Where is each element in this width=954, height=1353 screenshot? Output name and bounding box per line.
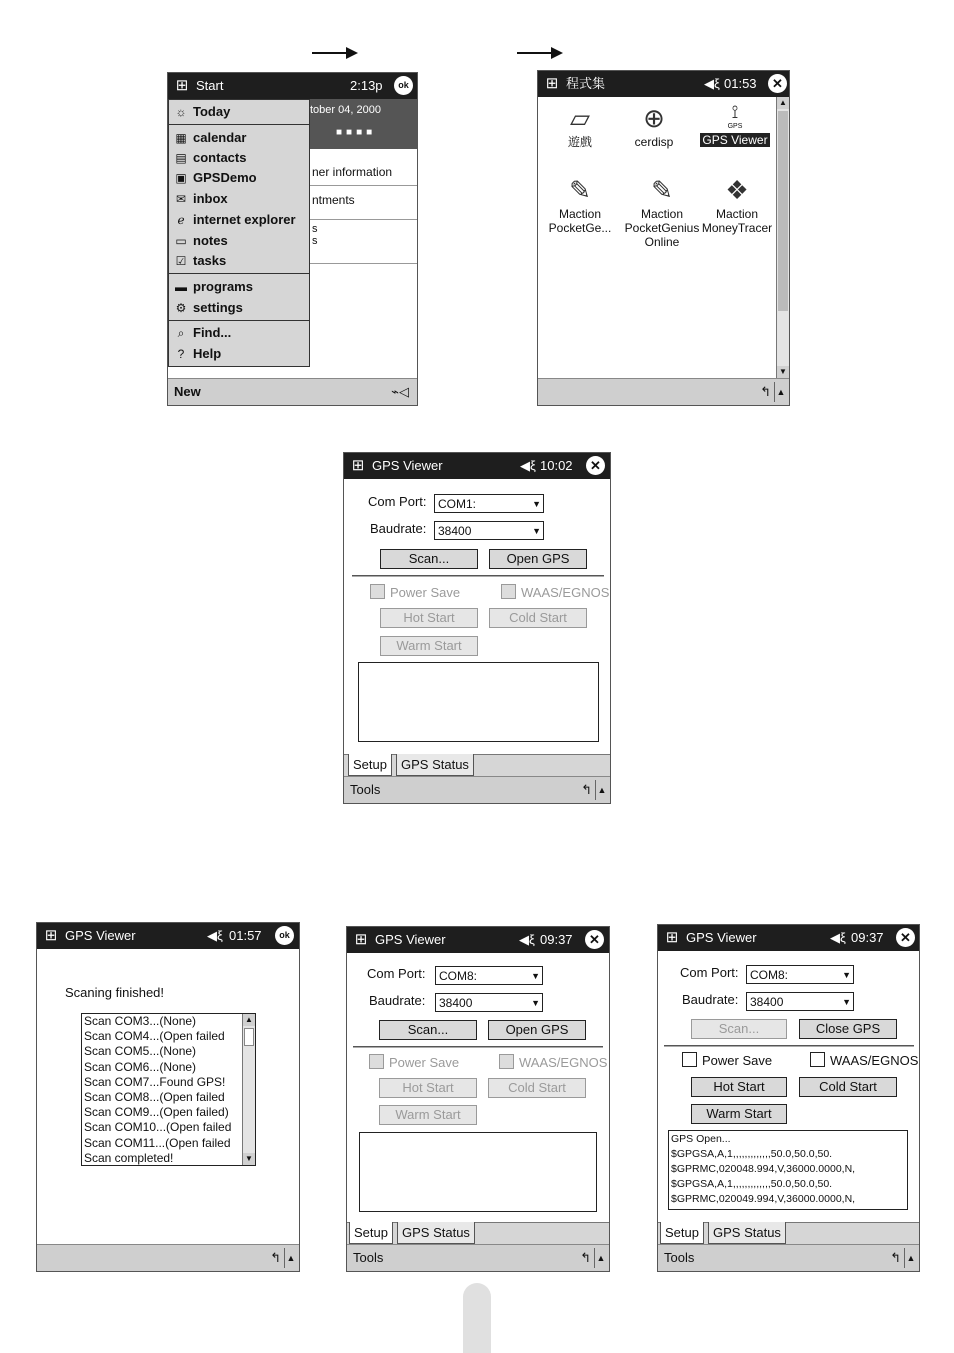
log-line: $GPRMC,020048.994,V,36000.0000,N, <box>671 1163 856 1175</box>
today-icon: ☼ <box>175 105 187 119</box>
com-port-label: Com Port: <box>367 966 426 981</box>
waas-egnos-checkbox[interactable]: WAAS/EGNOS <box>499 1054 607 1070</box>
open-gps-button[interactable]: Open GPS <box>488 1020 586 1040</box>
menu-item-settings[interactable]: ⚙ settings <box>173 298 243 317</box>
scan-status-text: Scaning finished! <box>65 985 165 1000</box>
menu-item-help[interactable]: ? Help <box>173 344 221 363</box>
clock[interactable]: 01:57 <box>229 928 262 943</box>
com-port-label: Com Port: <box>368 494 427 509</box>
scan-results-list[interactable] <box>81 1013 256 1166</box>
window-title[interactable]: 程式集 <box>566 76 606 91</box>
close-button[interactable]: ✕ <box>585 930 604 949</box>
window-title[interactable]: GPS Viewer <box>65 928 136 943</box>
menu-item-notes[interactable]: ▭ notes <box>173 231 228 250</box>
calendar-icon: ▦ <box>175 131 187 145</box>
title-bar <box>37 923 299 949</box>
keyboard-icon[interactable]: ↰ <box>890 1250 901 1265</box>
log-line: GPS Open... <box>671 1133 731 1145</box>
menu-item-internet-explorer[interactable]: ℯ internet explorer <box>173 210 296 229</box>
ok-button[interactable]: ok <box>275 926 294 945</box>
title-bar <box>344 453 610 479</box>
com-port-select[interactable]: COM8: ▼ <box>746 965 854 984</box>
close-button[interactable]: ✕ <box>586 456 605 475</box>
scan-button[interactable]: Scan... <box>380 549 478 569</box>
gps-log-textbox[interactable] <box>668 1130 908 1210</box>
waas-egnos-checkbox[interactable]: WAAS/EGNOS <box>501 584 609 600</box>
chevron-down-icon: ▼ <box>531 998 540 1008</box>
keyboard-icon[interactable]: ↰ <box>581 782 592 797</box>
cold-start-button[interactable]: Cold Start <box>799 1077 897 1097</box>
vertical-scrollbar[interactable] <box>776 97 789 378</box>
scan-button[interactable]: Scan... <box>379 1020 477 1040</box>
find-icon: ⌕ <box>177 326 185 340</box>
com-port-select[interactable]: COM8: ▼ <box>435 966 543 985</box>
arrow-2 <box>517 52 561 54</box>
log-textbox[interactable] <box>358 662 599 742</box>
windows-flag-icon[interactable]: ⊞ <box>175 77 189 94</box>
app-pocketgenius-online[interactable]: ✎ Maction PocketGenius Online <box>622 173 702 249</box>
tray-icons[interactable]: ⌁◁ <box>391 384 409 399</box>
menu-item-inbox[interactable]: ✉ inbox <box>173 189 228 208</box>
menu-item-contacts[interactable]: ▤ contacts <box>173 148 246 167</box>
list-scrollbar[interactable] <box>242 1014 255 1165</box>
globe-icon: ⊕ <box>643 103 665 133</box>
chevron-down-icon: ▼ <box>532 526 541 536</box>
com-port-label: Com Port: <box>680 965 739 980</box>
chevron-down-icon: ▼ <box>842 997 851 1007</box>
power-save-checkbox[interactable]: Power Save <box>369 1054 459 1070</box>
internet-explorer-icon: ℯ <box>177 213 185 227</box>
log-line: $GPRMC,020049.994,V,36000.0000,N, <box>671 1193 856 1205</box>
screen-gps-viewer-com8 <box>346 926 610 1272</box>
keyboard-icon[interactable]: ↰ <box>760 384 771 399</box>
tab-strip <box>344 754 610 777</box>
baudrate-select[interactable]: 38400 ▼ <box>435 993 543 1012</box>
screen-programs <box>537 70 790 406</box>
contacts-icon: ▤ <box>175 151 187 165</box>
screen-gps-viewer-open <box>657 924 920 1272</box>
menu-item-find[interactable]: ⌕ Find... <box>173 323 231 342</box>
app-cerdisp[interactable]: ⊕ cerdisp <box>624 101 684 149</box>
tools-menu[interactable]: Tools <box>353 1250 384 1265</box>
satellite-icon: ⟟ <box>731 102 739 122</box>
today-date-banner <box>308 99 417 149</box>
screen-gps-viewer-initial <box>343 452 611 804</box>
menu-item-gpsdemo[interactable]: ▣ GPSDemo <box>173 168 257 187</box>
start-menu <box>168 99 310 367</box>
window-title[interactable]: GPS Viewer <box>686 930 757 945</box>
speaker-icon[interactable]: ◀ξ <box>704 76 720 91</box>
title-bar <box>658 925 919 951</box>
command-bar <box>37 1244 299 1271</box>
command-bar <box>168 378 417 405</box>
windows-flag-icon[interactable]: ⊞ <box>545 75 559 92</box>
sip-arrow-icon[interactable]: ▲ <box>595 780 608 800</box>
warm-start-button[interactable]: Warm Start <box>379 1105 477 1125</box>
title-bar <box>168 73 417 99</box>
scroll-thumb[interactable] <box>778 111 788 311</box>
baudrate-select[interactable]: 38400 ▼ <box>746 992 854 1011</box>
programs-icon: ▬ <box>175 280 187 294</box>
clock[interactable]: 09:37 <box>540 932 573 947</box>
sip-arrow-icon[interactable]: ▲ <box>904 1248 917 1268</box>
menu-item-tasks[interactable]: ☑ tasks <box>173 251 226 270</box>
appointments-text[interactable]: ntments <box>312 193 355 207</box>
tools-menu[interactable]: Tools <box>664 1250 695 1265</box>
clock[interactable]: 10:02 <box>540 458 573 473</box>
baudrate-label: Baudrate: <box>682 992 739 1007</box>
command-bar <box>538 378 789 405</box>
command-bar <box>347 1244 609 1271</box>
tab-setup[interactable]: Setup <box>349 1222 393 1244</box>
menu-item-calendar[interactable]: ▦ calendar <box>173 128 246 147</box>
list-item: Scan COM7...Found GPS! <box>84 1074 226 1089</box>
cold-start-button[interactable]: Cold Start <box>489 608 587 628</box>
warm-start-button[interactable]: Warm Start <box>691 1104 787 1124</box>
scroll-thumb[interactable] <box>244 1028 254 1046</box>
list-item: Scan COM11...(Open failed <box>84 1135 231 1150</box>
folder-icon: ▱ <box>570 103 590 133</box>
clock[interactable]: 2:13p <box>350 78 383 93</box>
chevron-down-icon: ▼ <box>842 970 851 980</box>
tab-strip <box>347 1222 609 1245</box>
windows-flag-icon[interactable]: ⊞ <box>354 931 368 948</box>
gpsdemo-icon: ▣ <box>175 171 187 185</box>
speaker-icon[interactable]: ◀ξ <box>207 928 223 943</box>
start-title[interactable]: Start <box>196 78 224 93</box>
tab-setup[interactable]: Setup <box>660 1222 704 1244</box>
windows-flag-icon[interactable]: ⊞ <box>351 457 365 474</box>
com-port-select[interactable]: COM1: ▼ <box>434 494 544 513</box>
ok-button[interactable]: ok <box>394 76 413 95</box>
tools-menu[interactable]: Tools <box>350 782 381 797</box>
today-fragment: s s <box>312 223 318 247</box>
notepad-icon: ✎ <box>569 175 591 205</box>
list-item: Scan COM8...(Open failed <box>84 1090 225 1105</box>
cold-start-button[interactable]: Cold Start <box>488 1078 586 1098</box>
title-bar <box>538 71 789 97</box>
clock[interactable]: 09:37 <box>851 930 884 945</box>
arrow-1 <box>312 52 356 54</box>
close-button[interactable]: ✕ <box>896 928 915 947</box>
tasks-icon: ☑ <box>175 254 187 268</box>
list-item: Scan COM3...(None) <box>84 1014 197 1028</box>
title-bar <box>347 927 609 953</box>
list-item: Scan COM6...(None) <box>84 1059 197 1074</box>
power-save-checkbox[interactable]: Power Save <box>370 584 460 600</box>
tab-strip <box>658 1222 919 1245</box>
today-dots: ■■■■ <box>336 127 377 138</box>
window-title[interactable]: GPS Viewer <box>375 932 446 947</box>
app-pocketgenius[interactable]: ✎ Maction PocketGe... <box>542 173 618 235</box>
speaker-icon[interactable]: ◀ξ <box>520 458 536 473</box>
list-item: Scan COM5...(None) <box>84 1044 197 1059</box>
tab-gps-status[interactable]: GPS Status <box>397 1222 475 1244</box>
new-button[interactable]: New <box>174 384 201 399</box>
hot-start-button[interactable]: Hot Start <box>379 1078 477 1098</box>
chevron-down-icon: ▼ <box>532 499 541 509</box>
speaker-icon[interactable]: ◀ξ <box>519 932 535 947</box>
chevron-down-icon: ▼ <box>531 971 540 981</box>
screen-start-menu <box>167 72 418 406</box>
notes-icon: ▭ <box>175 234 187 248</box>
list-item: Scan COM4...(Open failed <box>84 1029 225 1044</box>
hot-start-button[interactable]: Hot Start <box>380 608 478 628</box>
list-item: Scan COM9...(Open failed) <box>84 1105 229 1120</box>
menu-item-programs[interactable]: ▬ programs <box>173 277 253 296</box>
settings-icon: ⚙ <box>175 301 187 315</box>
warm-start-button[interactable]: Warm Start <box>380 636 478 656</box>
sip-arrow-icon[interactable]: ▲ <box>594 1248 607 1268</box>
power-save-checkbox[interactable]: Power Save <box>682 1052 772 1068</box>
owner-info-text[interactable]: ner information <box>312 165 393 179</box>
tab-gps-status[interactable]: GPS Status <box>708 1222 786 1244</box>
money-icon: ❖ <box>725 175 749 205</box>
baudrate-label: Baudrate: <box>370 521 427 536</box>
close-gps-button[interactable]: Close GPS <box>799 1019 897 1039</box>
keyboard-icon[interactable]: ↰ <box>580 1250 591 1265</box>
list-item: Scan completed! <box>84 1150 174 1165</box>
log-line: $GPGSA,A,1,,,,,,,,,,,,,50.0,50.0,50. <box>671 1178 833 1190</box>
window-title[interactable]: GPS Viewer <box>372 458 443 473</box>
scroll-down-arrow[interactable]: ▼ <box>777 366 789 378</box>
hot-start-button[interactable]: Hot Start <box>691 1077 787 1097</box>
windows-flag-icon[interactable]: ⊞ <box>665 929 679 946</box>
help-icon: ? <box>177 347 185 361</box>
sip-arrow-icon[interactable]: ▲ <box>774 382 787 402</box>
open-gps-button[interactable]: Open GPS <box>489 549 587 569</box>
today-date: tober 04, 2000 <box>310 104 381 116</box>
menu-item-today[interactable]: ☼ Today <box>173 102 230 121</box>
scroll-up-arrow[interactable]: ▲ <box>777 97 789 109</box>
baudrate-select[interactable]: 38400 ▼ <box>434 521 544 540</box>
sip-arrow-icon[interactable]: ▲ <box>284 1248 297 1268</box>
clock[interactable]: 01:53 <box>724 76 757 91</box>
baudrate-label: Baudrate: <box>369 993 426 1008</box>
scroll-down-arrow[interactable]: ▼ <box>243 1153 255 1165</box>
keyboard-icon[interactable]: ↰ <box>270 1250 281 1265</box>
tab-gps-status[interactable]: GPS Status <box>396 754 474 776</box>
log-line: $GPGSA,A,1,,,,,,,,,,,,,50.0,50.0,50. <box>671 1148 833 1160</box>
notepad-online-icon: ✎ <box>651 175 673 205</box>
page-number-tab <box>463 1283 491 1353</box>
command-bar <box>658 1244 919 1271</box>
log-textbox[interactable] <box>359 1132 597 1212</box>
waas-egnos-checkbox[interactable]: WAAS/EGNOS <box>810 1052 918 1068</box>
scan-button[interactable]: Scan... <box>691 1019 787 1039</box>
list-item: Scan COM10...(Open failed <box>84 1120 232 1135</box>
close-button[interactable]: ✕ <box>768 74 787 93</box>
app-gps-viewer[interactable]: ⟟ GPS GPS Viewer <box>698 101 772 147</box>
inbox-icon: ✉ <box>175 192 187 206</box>
command-bar <box>344 776 610 803</box>
screen-scan-results <box>36 922 300 1272</box>
app-moneytracer[interactable]: ❖ Maction MoneyTracer <box>701 175 773 235</box>
windows-flag-icon[interactable]: ⊞ <box>44 927 58 944</box>
tab-setup[interactable]: Setup <box>348 754 392 776</box>
speaker-icon[interactable]: ◀ξ <box>830 930 846 945</box>
app-games[interactable]: ▱ 遊戲 <box>550 101 610 149</box>
scroll-up-arrow[interactable]: ▲ <box>243 1014 255 1026</box>
